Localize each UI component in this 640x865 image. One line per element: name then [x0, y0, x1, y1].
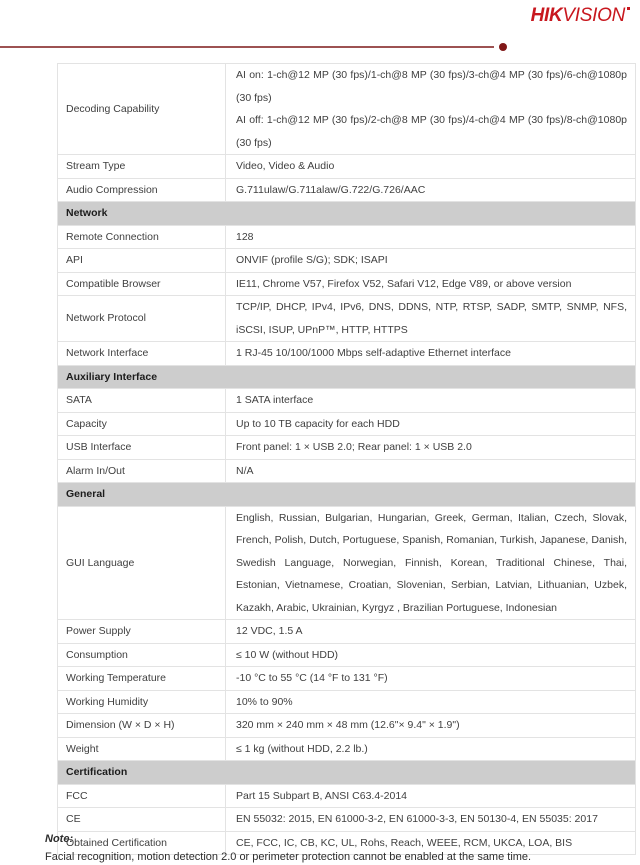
spec-label-cell: GUI Language: [58, 506, 226, 620]
section-header: Certification: [58, 761, 636, 785]
spec-row: [58, 249, 636, 273]
logo-vision-text: VISION: [562, 5, 625, 26]
spec-label-cell: Compatible Browser: [58, 272, 226, 296]
section-header-row: [58, 761, 636, 785]
spec-label-cell: Dimension (W × D × H): [58, 714, 226, 738]
spec-value-cell: ≤ 1 kg (without HDD, 2.2 lb.): [226, 737, 636, 761]
spec-row: [58, 296, 636, 342]
logo-trademark-icon: [627, 7, 630, 10]
spec-value-cell: Video, Video & Audio: [226, 155, 636, 179]
spec-row: [58, 155, 636, 179]
spec-row: [58, 737, 636, 761]
section-header: General: [58, 483, 636, 507]
spec-row: [58, 342, 636, 366]
spec-value-cell: 128: [226, 225, 636, 249]
spec-row: [58, 690, 636, 714]
spec-value-cell: Part 15 Subpart B, ANSI C63.4-2014: [226, 784, 636, 808]
spec-label-cell: FCC: [58, 784, 226, 808]
spec-value-cell: N/A: [226, 459, 636, 483]
spec-row: [58, 714, 636, 738]
spec-value-cell: G.711ulaw/G.711alaw/G.722/G.726/AAC: [226, 178, 636, 202]
spec-row: [58, 225, 636, 249]
spec-label-cell: CE: [58, 808, 226, 832]
spec-label-cell: Consumption: [58, 643, 226, 667]
spec-label-cell: Audio Compression: [58, 178, 226, 202]
spec-table-body: [58, 64, 636, 855]
spec-label-cell: Remote Connection: [58, 225, 226, 249]
spec-row: [58, 178, 636, 202]
spec-value-cell: Up to 10 TB capacity for each HDD: [226, 412, 636, 436]
spec-row: [58, 643, 636, 667]
section-header-row: [58, 483, 636, 507]
spec-value-cell: Front panel: 1 × USB 2.0; Rear panel: 1 × USB 2.0: [226, 436, 636, 460]
spec-row: [58, 620, 636, 644]
spec-row: [58, 436, 636, 460]
spec-value-line: AI on: 1-ch@12 MP (30 fps)/1-ch@8 MP (30 fps)/3-ch@4 MP (30 fps)/6-ch@1080p (30 fps): [236, 69, 627, 104]
spec-value-cell: IE11, Chrome V57, Firefox V52, Safari V12, Edge V89, or above version: [226, 272, 636, 296]
note-title: Note:: [45, 833, 74, 845]
spec-table-container: [57, 63, 636, 855]
spec-value-cell: -10 °C to 55 °C (14 °F to 131 °F): [226, 667, 636, 691]
hikvision-logo: [531, 5, 630, 27]
spec-value-cell: 1 SATA interface: [226, 389, 636, 413]
spec-value-line: AI off: 1-ch@12 MP (30 fps)/2-ch@8 MP (30 fps)/4-ch@4 MP (30 fps)/8-ch@1080p (30 fps): [236, 114, 627, 149]
note-section: [45, 832, 625, 865]
spec-label-cell: Decoding Capability: [58, 64, 226, 155]
spec-label-cell: Network Interface: [58, 342, 226, 366]
spec-table: [57, 63, 636, 855]
section-header: Network: [58, 202, 636, 226]
spec-label-cell: Working Temperature: [58, 667, 226, 691]
spec-value-cell: ≤ 10 W (without HDD): [226, 643, 636, 667]
spec-value-cell: 320 mm × 240 mm × 48 mm (12.6"× 9.4" × 1.9"): [226, 714, 636, 738]
spec-row: [58, 667, 636, 691]
spec-row: [58, 412, 636, 436]
spec-row: [58, 272, 636, 296]
spec-label-cell: Stream Type: [58, 155, 226, 179]
spec-label-cell: Power Supply: [58, 620, 226, 644]
spec-value-cell: CE, FCC, IC, CB, KC, UL, Rohs, Reach, WEEE, RCM, UKCA, LOA, BIS: [226, 831, 636, 855]
spec-row: [58, 506, 636, 620]
spec-row: [58, 808, 636, 832]
spec-label-cell: Weight: [58, 737, 226, 761]
spec-value-cell: [226, 64, 636, 155]
spec-label-cell: Alarm In/Out: [58, 459, 226, 483]
spec-label-cell: Network Protocol: [58, 296, 226, 342]
logo-hik-text: HIK: [530, 5, 563, 26]
spec-label-cell: USB Interface: [58, 436, 226, 460]
spec-value-cell: English, Russian, Bulgarian, Hungarian, Greek, German, Italian, Czech, Slovak, French, Polish, Dutch, Portuguese, Spanish, Romanian, Turkish, Japanese, Danish, Swedish Language, Norwegian, Finnish, Korean, Traditional Chinese, Thai, Estonian, Vietnamese, Croatian, Slovenian, Serbian, Latvian, Lithuanian, Uzbek, Kazakh, Arabic, Ukrainian, Kyrgyz , Brazilian Portuguese, Indonesian: [226, 506, 636, 620]
note-text: Facial recognition, motion detection 2.0 or perimeter protection cannot be enabled at the same time.: [45, 851, 532, 863]
spec-value-cell: 1 RJ-45 10/100/1000 Mbps self-adaptive Ethernet interface: [226, 342, 636, 366]
spec-label-cell: Working Humidity: [58, 690, 226, 714]
section-header: Auxiliary Interface: [58, 365, 636, 389]
section-header-row: [58, 365, 636, 389]
spec-row: [58, 459, 636, 483]
spec-label-cell: API: [58, 249, 226, 273]
spec-value-cell: ONVIF (profile S/G); SDK; ISAPI: [226, 249, 636, 273]
spec-row: [58, 784, 636, 808]
spec-label-cell: SATA: [58, 389, 226, 413]
spec-value-cell: 10% to 90%: [226, 690, 636, 714]
spec-label-cell: Obtained Certification: [58, 831, 226, 855]
spec-value-cell: TCP/IP, DHCP, IPv4, IPv6, DNS, DDNS, NTP, RTSP, SADP, SMTP, SNMP, NFS, iSCSI, ISUP, UPnP™, HTTP, HTTPS: [226, 296, 636, 342]
spec-value-cell: 12 VDC, 1.5 A: [226, 620, 636, 644]
section-header-row: [58, 202, 636, 226]
header-rule: [0, 46, 494, 48]
spec-value-cell: EN 55032: 2015, EN 61000-3-2, EN 61000-3-3, EN 50130-4, EN 55035: 2017: [226, 808, 636, 832]
spec-row: [58, 389, 636, 413]
spec-row: [58, 64, 636, 155]
header-rule-dot-icon: [499, 43, 507, 51]
spec-label-cell: Capacity: [58, 412, 226, 436]
